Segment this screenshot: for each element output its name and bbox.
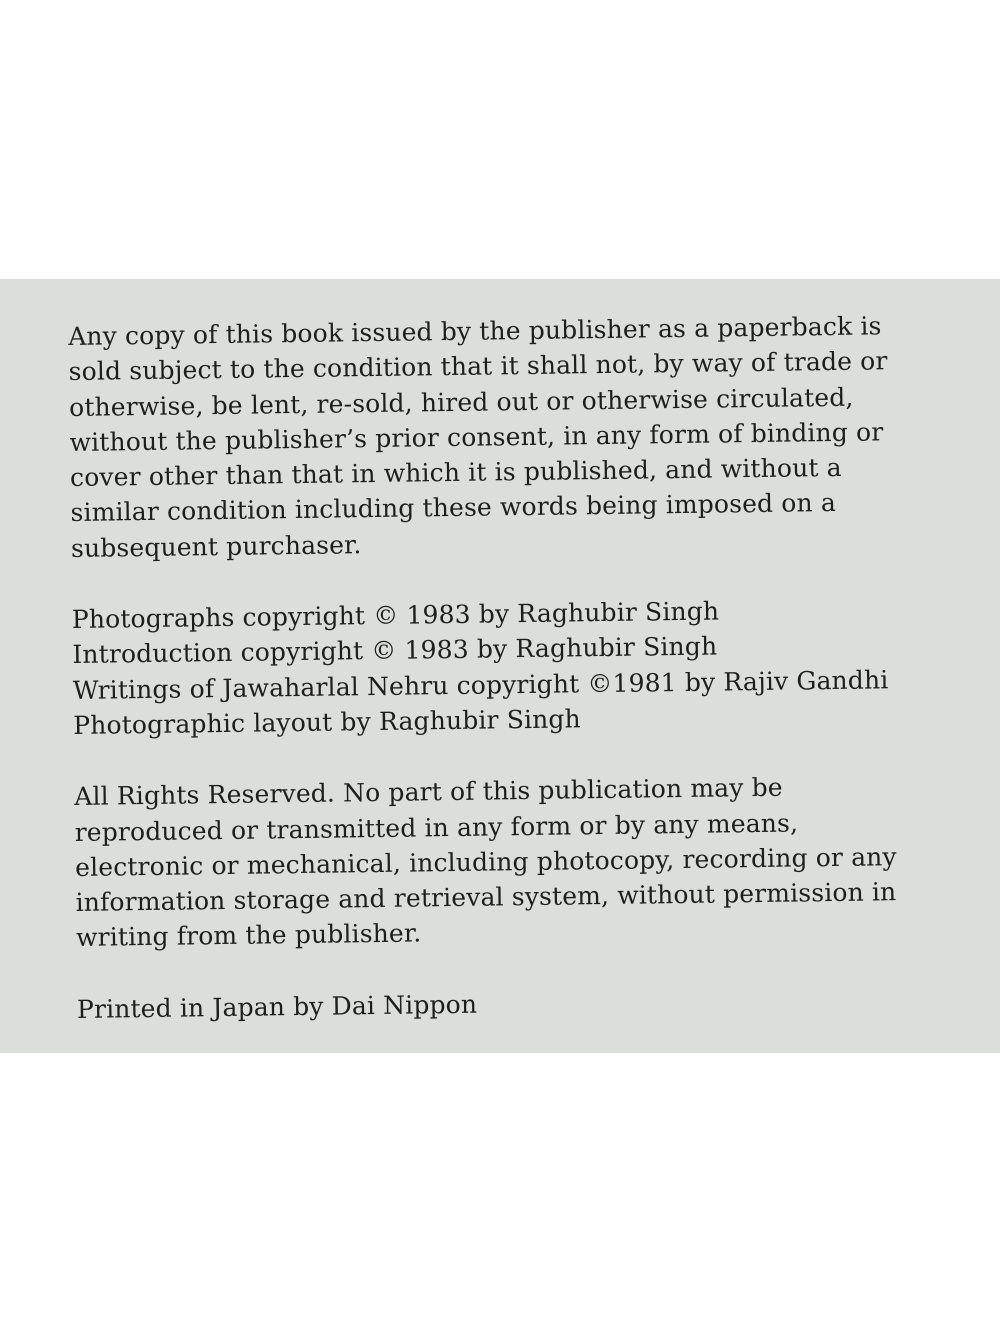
page-text bbox=[68, 307, 957, 1027]
rights-line: writing from the publisher. bbox=[75, 918, 422, 953]
copyright-notices bbox=[72, 591, 954, 744]
notice-line: similar condition including these words being imposed on a bbox=[70, 488, 837, 528]
notice-line: otherwise, be lent, re-sold, hired out or otherwise circulated, bbox=[68, 382, 854, 422]
notice-line: sold subject to the condition that it shall not, by way of trade or bbox=[68, 346, 888, 387]
printer-line: Printed in Japan by Dai Nippon bbox=[76, 989, 478, 1024]
rights-reserved-notice bbox=[74, 768, 956, 956]
copyright-line: Photographs copyright © 1983 by Raghubir Singh bbox=[71, 596, 720, 635]
copyright-line: Introduction copyright © 1983 by Raghubir Singh bbox=[72, 631, 718, 670]
paperback-notice bbox=[68, 307, 951, 566]
copyright-line: Writings of Jawaharlal Nehru copyright ©1981 by Rajiv Gandhi bbox=[72, 664, 889, 705]
rights-line: reproduced or transmitted in any form or by any means, bbox=[74, 808, 799, 847]
notice-line: Any copy of this book issued by the publisher as a paperback is bbox=[68, 311, 882, 351]
rights-line: information storage and retrieval system, without permission in bbox=[75, 877, 897, 918]
notice-line: cover other than that in which it is published, and without a bbox=[69, 453, 842, 493]
rights-line: All Rights Reserved. No part of this publication may be bbox=[74, 772, 783, 812]
copyright-page bbox=[0, 279, 1000, 1053]
rights-line: electronic or mechanical, including photocopy, recording or any bbox=[74, 842, 897, 882]
notice-line: without the publisher’s prior consent, in any form of binding or bbox=[69, 417, 884, 457]
notice-line: subsequent purchaser. bbox=[70, 529, 362, 563]
copyright-line: Photographic layout by Raghubir Singh bbox=[73, 704, 581, 740]
